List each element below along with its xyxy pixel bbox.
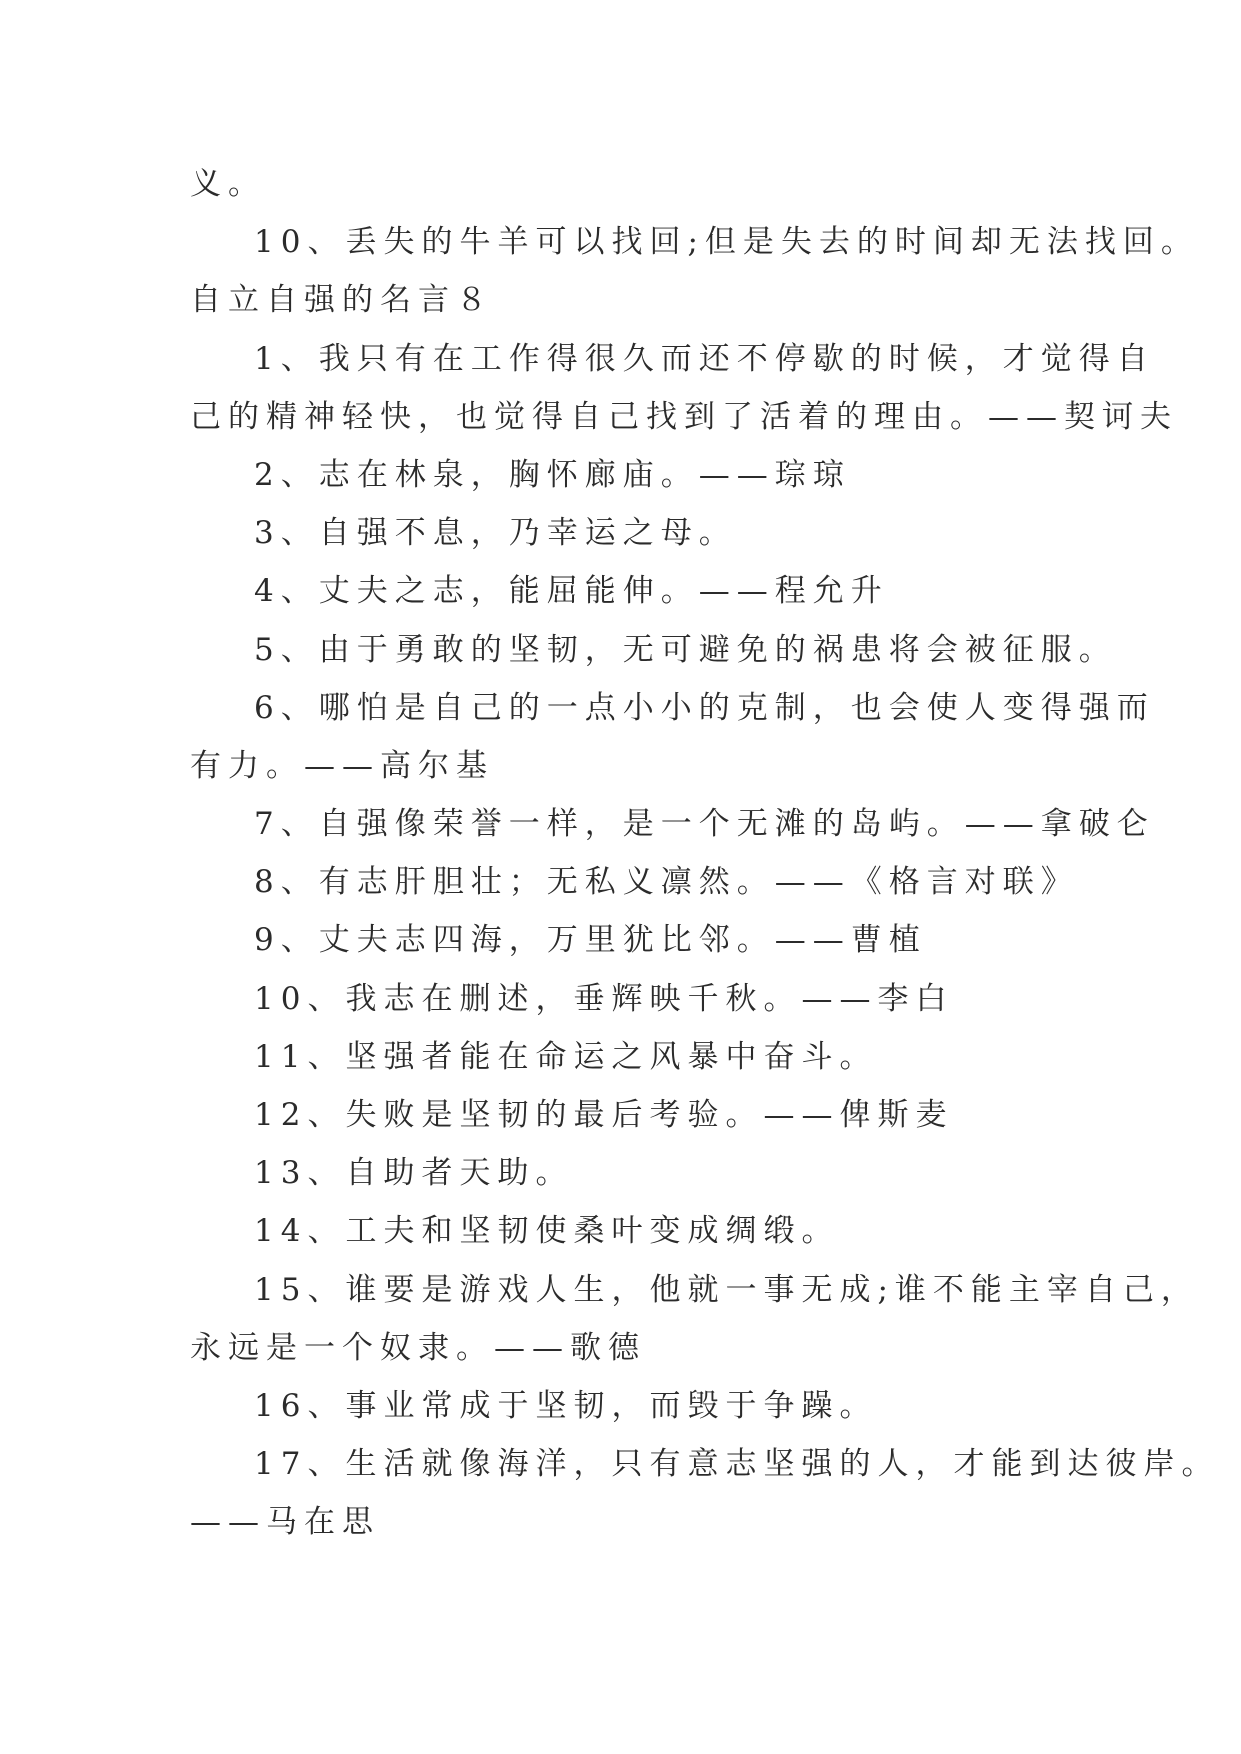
text-line: 8、有志肝胆壮；无私义凛然。——《格言对联》 <box>254 864 1079 901</box>
text-line: 15、谁要是游戏人生，他就一事无成;谁不能主宰自己， <box>254 1271 1199 1308</box>
text-line: 10、我志在删述，垂辉映千秋。——李白 <box>254 980 954 1017</box>
text-line: 9、丈夫志四海，万里犹比邻。——曹植 <box>254 922 927 959</box>
text-line: 3、自强不息，乃幸运之母。 <box>254 515 737 552</box>
text-line: ——马在思 <box>190 1504 380 1541</box>
text-line: 4、丈夫之志，能屈能伸。——程允升 <box>254 573 889 610</box>
document-body <box>190 155 1220 1552</box>
text-line: 己的精神轻快，也觉得自己找到了活着的理由。——契诃夫 <box>190 398 1178 435</box>
text-line: 1、我只有在工作得很久而还不停歇的时候，才觉得自 <box>254 340 1155 377</box>
text-line: 有力。——高尔基 <box>190 747 494 784</box>
text-line: 2、志在林泉，胸怀廊庙。——琮琼 <box>254 456 851 493</box>
text-line: 义。 <box>190 166 266 202</box>
text-line: 7、自强像荣誉一样，是一个无滩的岛屿。——拿破仑 <box>254 806 1155 843</box>
text-line: 12、失败是坚韧的最后考验。——俾斯麦 <box>254 1097 954 1133</box>
text-line: 16、事业常成于坚韧，而毁于争躁。 <box>254 1387 878 1424</box>
section-heading: 自立自强的名言８ <box>190 282 494 319</box>
text-line: 5、由于勇敢的坚韧，无可避免的祸患将会被征服。 <box>254 631 1117 668</box>
text-line: 6、哪怕是自己的一点小小的克制，也会使人变得强而 <box>254 689 1155 726</box>
text-line: 10、丢失的牛羊可以找回;但是失去的时间却无法找回。 <box>254 224 1199 261</box>
text-line: 13、自助者天助。 <box>254 1155 574 1192</box>
text-line: 永远是一个奴隶。——歌德 <box>190 1329 646 1366</box>
text-line: 14、工夫和坚韧使桑叶变成绸缎。 <box>254 1213 840 1250</box>
text-line: 17、生活就像海洋，只有意志坚强的人，才能到达彼岸。 <box>254 1446 1220 1483</box>
text-line: 11、坚强者能在命运之风暴中奋斗。 <box>254 1038 878 1075</box>
